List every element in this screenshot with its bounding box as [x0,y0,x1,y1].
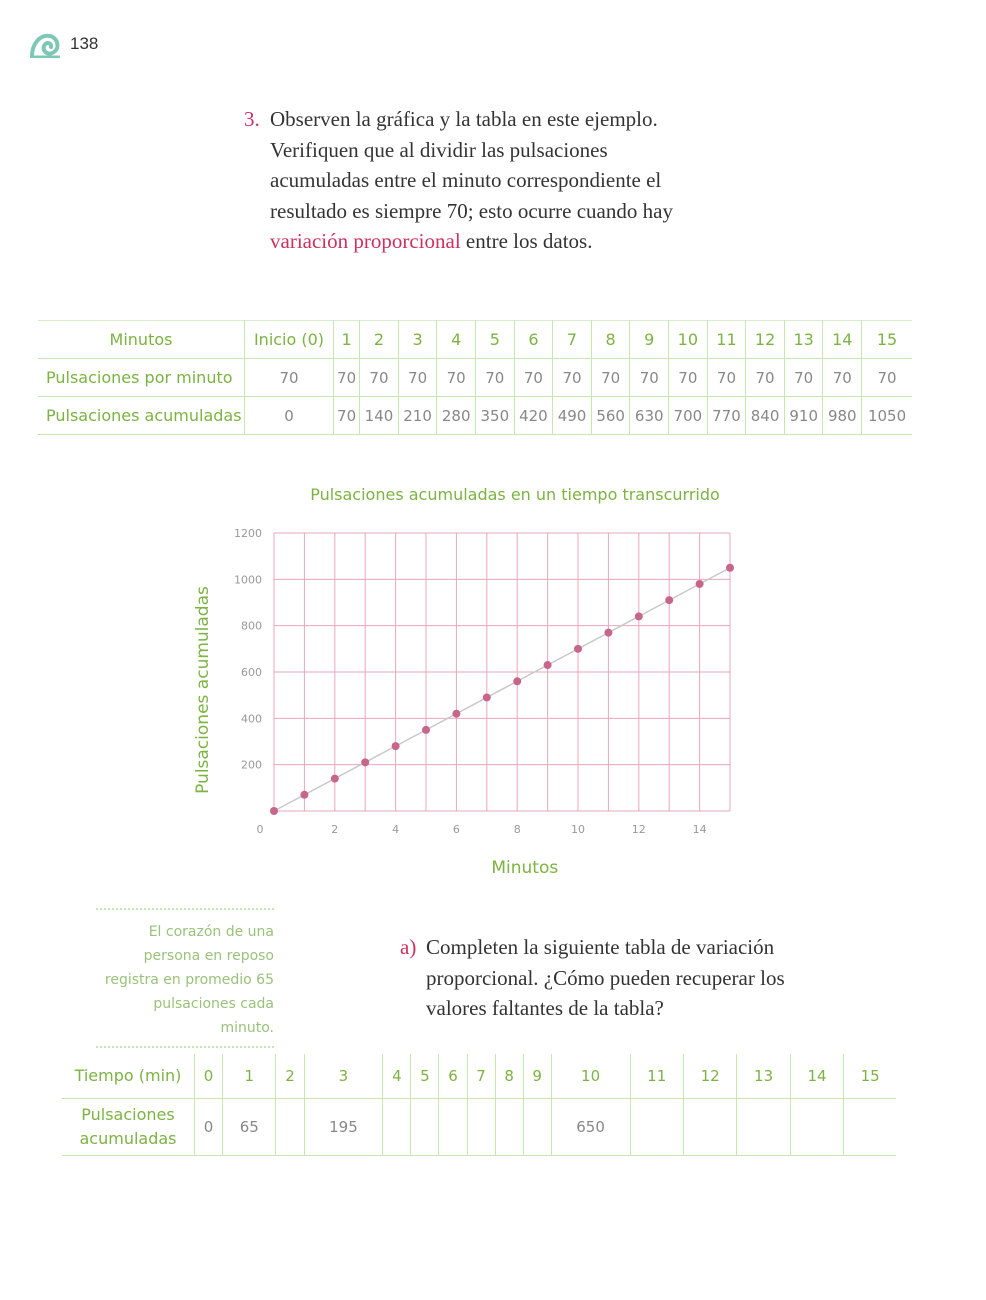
page-number: 138 [70,34,99,53]
table-cell: 1 [334,321,360,359]
table-cell: 70 [476,359,515,397]
table-row [38,359,912,397]
y-tick-label: 800 [241,619,262,633]
data-point [300,791,308,799]
table-cell: 0 [195,1099,223,1156]
x-tick-label: 4 [392,823,400,836]
table-cell: 195 [304,1099,383,1156]
data-point [270,807,278,815]
table-cell: 11 [707,321,746,359]
table-cell: 70 [630,359,669,397]
y-tick-label: 600 [241,666,262,679]
sidenote: El corazón de una persona en reposo registra en promedio 65 pulsaciones cada minuto. [96,908,274,1048]
table-cell: 12 [746,321,785,359]
table-cell: 70 [553,359,592,397]
table-cell: 70 [245,359,334,397]
row-label: Pulsaciones por minuto [38,359,245,397]
table-cell: 70 [334,397,360,435]
table-cell: 420 [514,397,553,435]
table-cell: 0 [195,1054,223,1099]
answer-cell[interactable] [439,1099,467,1156]
table-cell: 15 [862,321,912,359]
table-cell: 70 [591,359,630,397]
table-cell: 770 [707,397,746,435]
table-cell: 70 [862,359,912,397]
data-point [452,710,460,718]
exercise-table [62,1054,896,1156]
answer-cell[interactable] [495,1099,523,1156]
table-cell: 840 [746,397,785,435]
table-row [38,321,912,359]
answer-cell[interactable] [683,1099,736,1156]
pulse-table [38,320,912,435]
table-cell: 980 [823,397,862,435]
table-cell: 15 [844,1054,896,1099]
data-point [604,629,612,637]
intro-text: Observen la gráfica y la tabla en este ejemplo. Verifiquen que al dividir las pulsaciones acumuladas entre el minuto correspondiente el resultado es siempre 70; esto ocurre cuando hay [270,107,673,223]
x-tick-label: 2 [331,823,339,836]
table-cell: 11 [630,1054,683,1099]
page-header [28,30,98,58]
table-cell: 8 [591,321,630,359]
answer-cell[interactable] [276,1099,304,1156]
row-label: Minutos [38,321,245,359]
answer-cell[interactable] [790,1099,843,1156]
y-tick-label: 200 [241,758,262,772]
data-point [483,693,491,701]
x-tick-label: 14 [692,823,707,836]
question-letter: a) [400,935,417,959]
answer-cell[interactable] [630,1099,683,1156]
table-cell: 3 [398,321,437,359]
answer-cell[interactable] [383,1099,411,1156]
row-label: Pulsaciones acumuladas [38,397,245,435]
snail-icon [28,30,62,58]
data-point [665,596,673,604]
data-point [331,775,339,783]
table-cell: 70 [746,359,785,397]
x-tick-label: 8 [513,823,521,836]
table-cell: 12 [683,1054,736,1099]
intro-text-end: entre los datos. [460,229,593,253]
table-cell: 70 [514,359,553,397]
intro-paragraph [246,104,696,257]
data-point [696,580,704,588]
x-tick-label: 10 [571,823,585,836]
table-row [62,1099,896,1156]
table-cell: 70 [784,359,823,397]
table-cell: 8 [495,1054,523,1099]
data-point [422,726,430,734]
table-cell: 70 [334,359,360,397]
x-axis-label: Minutos [491,858,559,878]
table-cell: 4 [383,1054,411,1099]
table-cell: 5 [411,1054,439,1099]
chart-title: Pulsaciones acumuladas en un tiempo transcurrido [310,485,720,504]
y-tick-label: 1000 [234,573,262,587]
data-point [513,677,521,685]
x-tick-label: 0 [256,823,264,836]
question-a [400,932,820,1024]
table-cell: 14 [823,321,862,359]
table-cell: 560 [591,397,630,435]
y-tick-label: 400 [241,712,262,726]
table-cell: 490 [553,397,592,435]
table-cell: 70 [823,359,862,397]
answer-cell[interactable] [523,1099,551,1156]
row-label: Pulsaciones acumuladas [62,1099,195,1156]
table-cell: 280 [437,397,476,435]
table-cell: 7 [553,321,592,359]
table-row [62,1054,896,1099]
table-cell: 70 [669,359,708,397]
data-point [361,758,369,766]
table-cell: 14 [790,1054,843,1099]
table-cell: 630 [630,397,669,435]
x-tick-label: 12 [631,823,646,836]
table-cell: 6 [514,321,553,359]
table-cell: 910 [784,397,823,435]
answer-cell[interactable] [844,1099,896,1156]
data-point [635,612,643,620]
answer-cell[interactable] [411,1099,439,1156]
table-cell: 7 [467,1054,495,1099]
table-cell: 4 [437,321,476,359]
table-cell: Inicio (0) [245,321,334,359]
trend-line [274,568,730,811]
item-number: 3. [244,107,260,131]
table-cell: 5 [476,321,515,359]
table-cell: 3 [304,1054,383,1099]
table-cell: 13 [784,321,823,359]
table-cell: 70 [398,359,437,397]
table-cell: 9 [630,321,669,359]
pulse-chart [180,515,760,890]
table-cell: 10 [669,321,708,359]
table-cell: 1 [223,1054,276,1099]
y-tick-label: 1200 [234,527,262,540]
table-cell: 1050 [862,397,912,435]
data-point [544,661,552,669]
data-point [726,564,734,572]
table-cell: 350 [476,397,515,435]
table-cell: 70 [437,359,476,397]
data-point [574,645,582,653]
table-cell: 140 [360,397,399,435]
table-cell: 650 [551,1099,630,1156]
table-cell: 700 [669,397,708,435]
data-point [392,742,400,750]
table-cell: 6 [439,1054,467,1099]
answer-cell[interactable] [467,1099,495,1156]
table-cell: 2 [360,321,399,359]
table-cell: 13 [737,1054,790,1099]
table-cell: 2 [276,1054,304,1099]
x-tick-label: 6 [452,823,460,836]
y-axis-label: Pulsaciones acumuladas [193,586,213,794]
answer-cell[interactable] [737,1099,790,1156]
table-cell: 9 [523,1054,551,1099]
table-cell: 70 [707,359,746,397]
table-cell: 65 [223,1099,276,1156]
table-row [38,397,912,435]
question-text: Completen la siguiente tabla de variación proporcional. ¿Cómo pueden recuperar los valores faltantes de la tabla? [426,935,785,1020]
table-cell: 10 [551,1054,630,1099]
table-cell: 210 [398,397,437,435]
highlight-term: variación proporcional [270,229,461,253]
table-cell: 70 [360,359,399,397]
row-label: Tiempo (min) [62,1054,195,1099]
table-cell: 0 [245,397,334,435]
